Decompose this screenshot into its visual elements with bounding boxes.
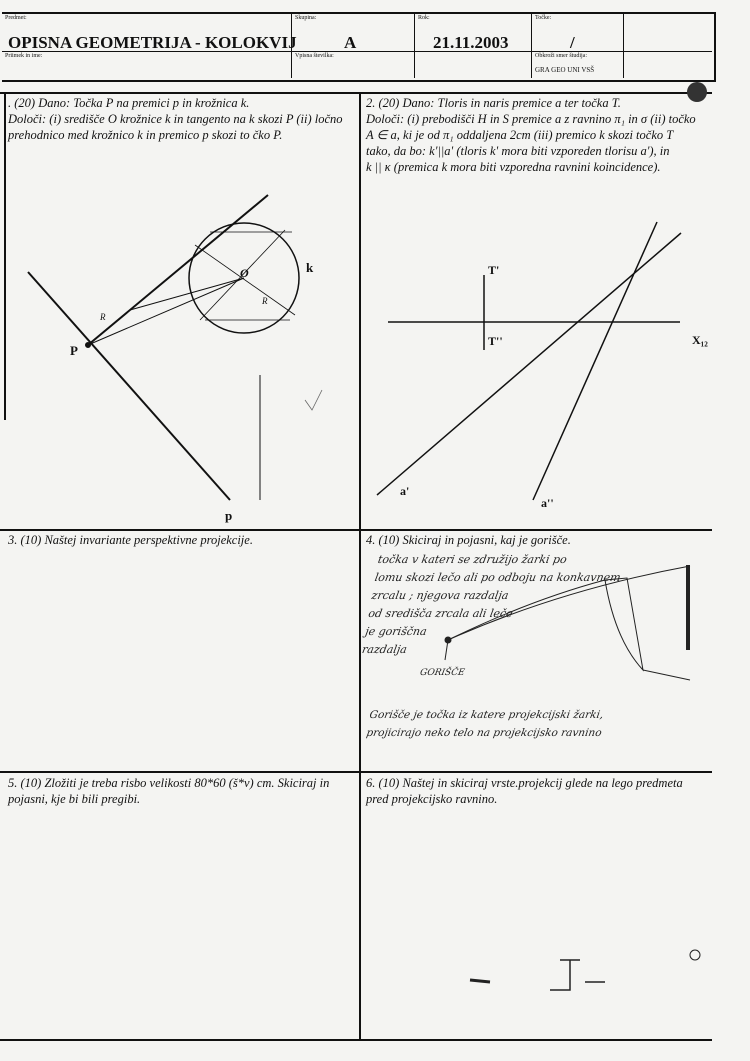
line-a-elevation bbox=[533, 222, 657, 500]
line-a-plan bbox=[377, 233, 681, 495]
label-k: k bbox=[306, 260, 314, 275]
group: A bbox=[344, 33, 357, 52]
label-T-plan: T' bbox=[488, 263, 500, 277]
points-label: Točke: bbox=[535, 15, 552, 21]
drawing-6 bbox=[470, 950, 700, 990]
label-R: R bbox=[100, 312, 106, 322]
study-label: Obkroži smer študija: bbox=[535, 53, 587, 59]
question-4 bbox=[366, 532, 744, 548]
answer-line: Gorišče je točka iz katere projekcijski žarki, bbox=[368, 709, 605, 721]
answer-line: točka v kateri se združijo žarki po bbox=[376, 553, 568, 566]
id-label: Vpisna številka: bbox=[295, 53, 334, 59]
term: 21.11.2003 bbox=[433, 33, 509, 52]
question-1-line: Določi: (i) središče O krožnice k in tangento na k skozi P (ii) ločno bbox=[8, 112, 343, 126]
question-1-line: prehodnico med krožnico k in premico p skozi to čko P. bbox=[8, 128, 283, 142]
label-p: p bbox=[225, 508, 233, 523]
question-6 bbox=[366, 775, 744, 807]
question-6-line: pred projekcijsko ravnino. bbox=[366, 792, 498, 806]
question-5-line: pojasni, kje bi bili pregibi. bbox=[8, 792, 141, 806]
answer-line: od središča zrcala ali leče bbox=[367, 607, 514, 620]
answer-line: lomu skozi lečo ali po odboju na konkavnem bbox=[373, 571, 622, 584]
question-2-line: k || κ (premica k mora biti vzporedna ravnini koincidence). bbox=[366, 160, 661, 174]
question-2-line: tako, da bo: k'||a' (tloris k' mora biti vzporeden tlorisu a'), in bbox=[366, 144, 670, 158]
question-2-line: Določi: (i) prebodišči H in S premice a z ravnino π₁ in σ (ii) točko bbox=[366, 112, 696, 126]
answer-line: je goriščna bbox=[364, 625, 428, 638]
points: / bbox=[570, 33, 575, 52]
focus-label: GORIŠČE bbox=[419, 668, 466, 678]
answer-line: razdalja bbox=[361, 643, 409, 656]
name-label: Priimek in ime: bbox=[5, 53, 43, 59]
label-O: O bbox=[240, 266, 249, 280]
question-5-line: 5. (10) Zložiti je treba risbo velikosti 80*60 (š*v) cm. Skiciraj in bbox=[8, 776, 330, 790]
question-6-line: 6. (10) Naštej in skiciraj vrste.projekcij glede na lego predmeta bbox=[366, 776, 683, 790]
label-axis: X₁₂ bbox=[692, 333, 708, 347]
study-options[interactable]: GRA GEO UNI VSŠ bbox=[535, 66, 595, 74]
label-T-elevation: T'' bbox=[488, 334, 503, 348]
question-3 bbox=[8, 532, 354, 548]
label-a-elevation: a'' bbox=[541, 496, 554, 510]
question-5 bbox=[8, 775, 354, 807]
question-2 bbox=[366, 95, 744, 175]
answer-4-text bbox=[360, 551, 709, 659]
drawing-2 bbox=[377, 222, 681, 500]
question-2-line: 2. (20) Dano: Tloris in naris premice a ter točka T. bbox=[366, 96, 621, 110]
line-p bbox=[28, 272, 230, 500]
question-1-line: . (20) Dano: Točka P na premici p in krožnica k. bbox=[8, 96, 250, 110]
term-label: Rok: bbox=[418, 15, 430, 21]
subject-label: Predmet: bbox=[5, 15, 27, 21]
answer-4-definition bbox=[365, 706, 716, 742]
question-4-line: 4. (10) Skiciraj in pojasni, kaj je gorišče. bbox=[366, 533, 571, 547]
answer-line: zrcalu ; njegova razdalja bbox=[370, 589, 510, 602]
question-2-line: A ∈ a, ki je od π₁ oddaljena 2cm (iii) premico k skozi točko T bbox=[366, 128, 674, 142]
question-3-line: 3. (10) Naštej invariante perspektivne projekcije. bbox=[8, 533, 253, 547]
answer-line: projicirajo neko telo na projekcijsko ravnino bbox=[365, 727, 603, 739]
label-a-plan: a' bbox=[400, 484, 410, 498]
label-R: R bbox=[262, 296, 268, 306]
question-1 bbox=[8, 95, 354, 143]
group-label: Skupina: bbox=[295, 15, 317, 21]
label-P: P bbox=[70, 343, 78, 358]
subject: OPISNA GEOMETRIJA - KOLOKVIJ bbox=[8, 33, 297, 52]
